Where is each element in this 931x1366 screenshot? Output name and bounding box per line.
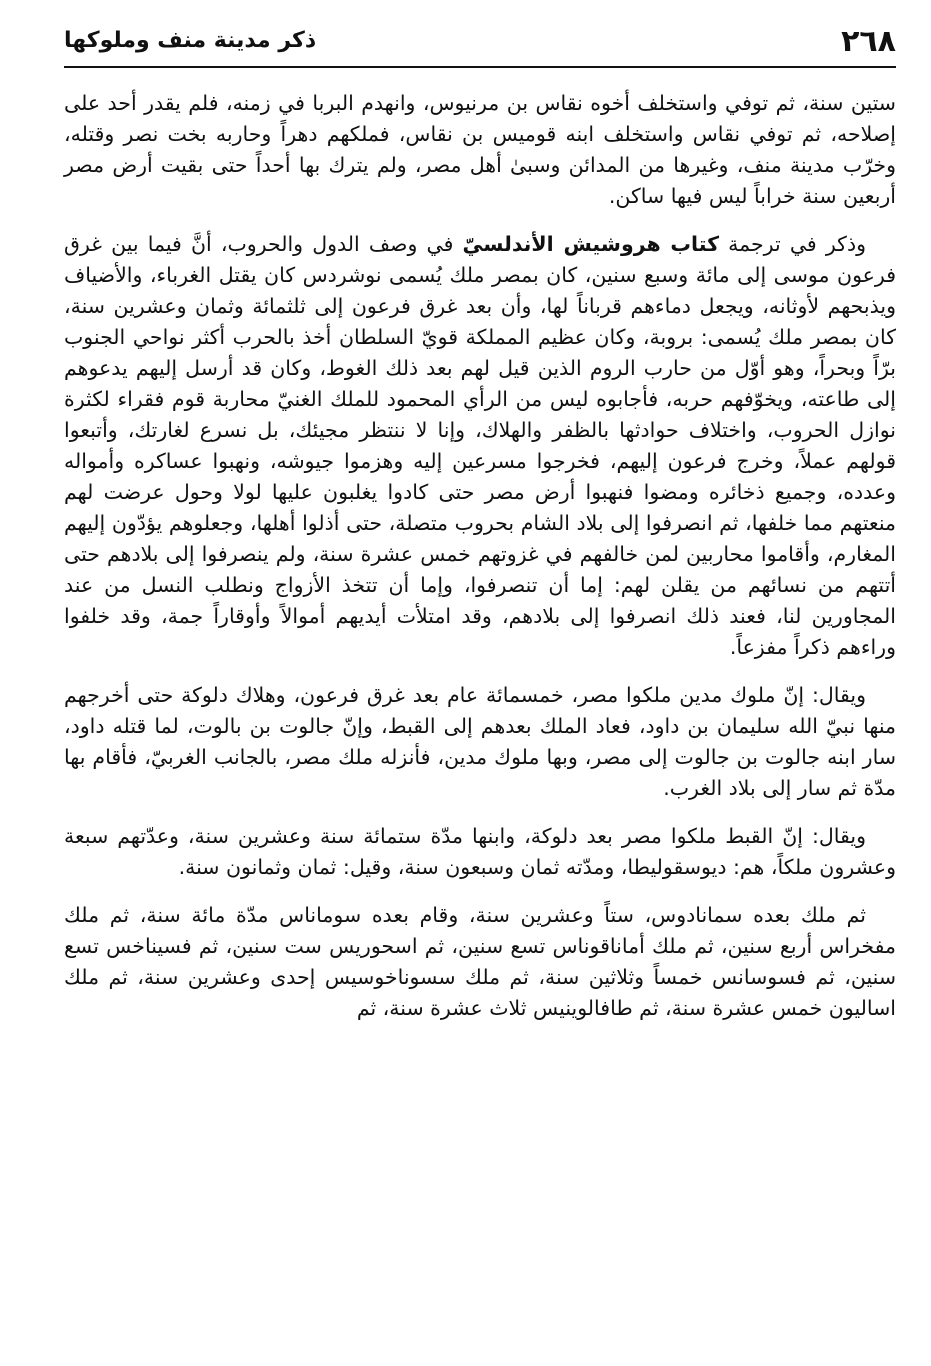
book-title-highlight: كتاب هروشيش الأندلسيّ xyxy=(462,232,720,256)
paragraph-4: ويقال: إنّ القبط ملكوا مصر بعد دلوكة، وابنها مدّة ستمائة سنة وعشرين سنة، وعدّتهم سبعة وعشرون ملكاً، هم: ديوسقوليطا، ومدّته ثمان وسبعون سنة، وقيل: ثمان وثمانون سنة. xyxy=(64,824,896,879)
running-header xyxy=(64,18,896,68)
paragraph-2-lead: وذكر في ترجمة xyxy=(719,232,866,256)
paragraph-1: ستين سنة، ثم توفي واستخلف أخوه نقاس بن مرنيوس، وانهدم البربا في زمنه، فلم يقدر أحد على إصلاحه، ثم توفي نقاس واستخلف ابنه قوميس بن نقاس، فملكهم دهراً وحاربه بخت نصر وقتله، وخرّب مدينة منف، وغيرها من المدائن وسبىٰ أهل مصر، ولم يترك بها أحداً حتى بقيت أرض مصر أربعين سنة خراباً ليس فيها ساكن. xyxy=(64,91,896,208)
paragraph-3: ويقال: إنّ ملوك مدين ملكوا مصر، خمسمائة عام بعد غرق فرعون، وهلاك دلوكة حتى أخرجهم منها نبيّ الله سليمان بن داود، فعاد الملك بعدهم إلى القبط، وإنّ جالوت بن بالوت، لما قتله داود، سار ابنه جالوت بن جالوت إلى مصر، وبها ملوك مدين، فأنزله ملك مصر، بالجانب الغربيّ، فأقام بها مدّة ثم سار إلى بلاد الغرب. xyxy=(64,683,896,800)
chapter-title: ذكر مدينة منف وملوكها xyxy=(64,28,317,53)
paragraph-5: ثم ملك بعده سمانادوس، ستاً وعشرين سنة، وقام بعده سوماناس مدّة مائة سنة، ثم ملك مفخراس أربع سنين، ثم ملك أماناقوناس تسع سنين، ثم اسحوريس ست سنين، ثم فسيناخس تسع سنين، ثم فسوسانس خمساً وثلاثين سنة، ثم ملك سسوناخوسيس إحدى وعشرين سنة، ثم ملك اساليون خمس عشرة سنة، ثم طافالوينيس ثلاث عشرة سنة، ثم xyxy=(64,903,896,1020)
book-page xyxy=(64,18,896,1348)
body-text xyxy=(64,88,896,1024)
page-number: ٢٦٨ xyxy=(841,24,896,59)
paragraph-2 xyxy=(64,229,896,663)
paragraph-2-body: في وصف الدول والحروب، أنَّ فيما بين غرق فرعون موسى إلى مائة وسبع سنين، كان بمصر ملك يُسمى نوشردس كان يقتل الغرباء، والأضياف ويذبحهم لأوثانه، ويجعل دماءهم قرباناً لها، وأن بعد غرق فرعون إلى ثلثمائة وثمان وعشرين سنة، كان بمصر ملك يُسمى: بروبة، وكان عظيم المملكة قويّ السلطان أخذ بالحرب أكثر نواحي الجنوب برّاً وبحراً، وهو أوّل من حارب الروم الذين قيل لهم بعد ذلك الغوط، وكان قد أرسل إليهم يدعوهم إلى طاعته، ويخوّفهم حربه، فأجابوه ليس من الرأي المحمود للملك الغنيّ محاربة قوم فقراء لكثرة نوازل الحروب، واختلاف حوادثها بالظفر والهلاك، وإنا لا ننتظر مجيئك، بل نسرع لغارتك، وأتبعوا قولهم عملاً، وخرج فرعون إليهم، فخرجوا مسرعين إليه وهزموا جيوشه، ونهبوا عساكره وأمواله وعدده، وجميع ذخائره ومضوا فنهبوا أرض مصر حتى كادوا يغلبون عليها لولا وحول عرضت لهم منعتهم مما خلفها، ثم انصرفوا إلى بلاد الشام بحروب متصلة، حتى أذلوا أهلها، وجعلوهم يؤدّون إليهم المغارم، وأقاموا محاربين لمن خالفهم في غزوتهم خمس عشرة سنة، ولم ينصرفوا إلى بلادهم حتى أتتهم من نسائهم من يقلن لهم: إما أن تنصرفوا، وإما أن تتخذ الأزواج ونطلب النسل من عند المجاورين لنا، فعند ذلك انصرفوا إلى بلادهم، وقد امتلأت أيديهم أموالاً وأوقاراً جمة، وقد خلفوا وراءهم ذكراً مفزعاً. xyxy=(64,232,896,659)
